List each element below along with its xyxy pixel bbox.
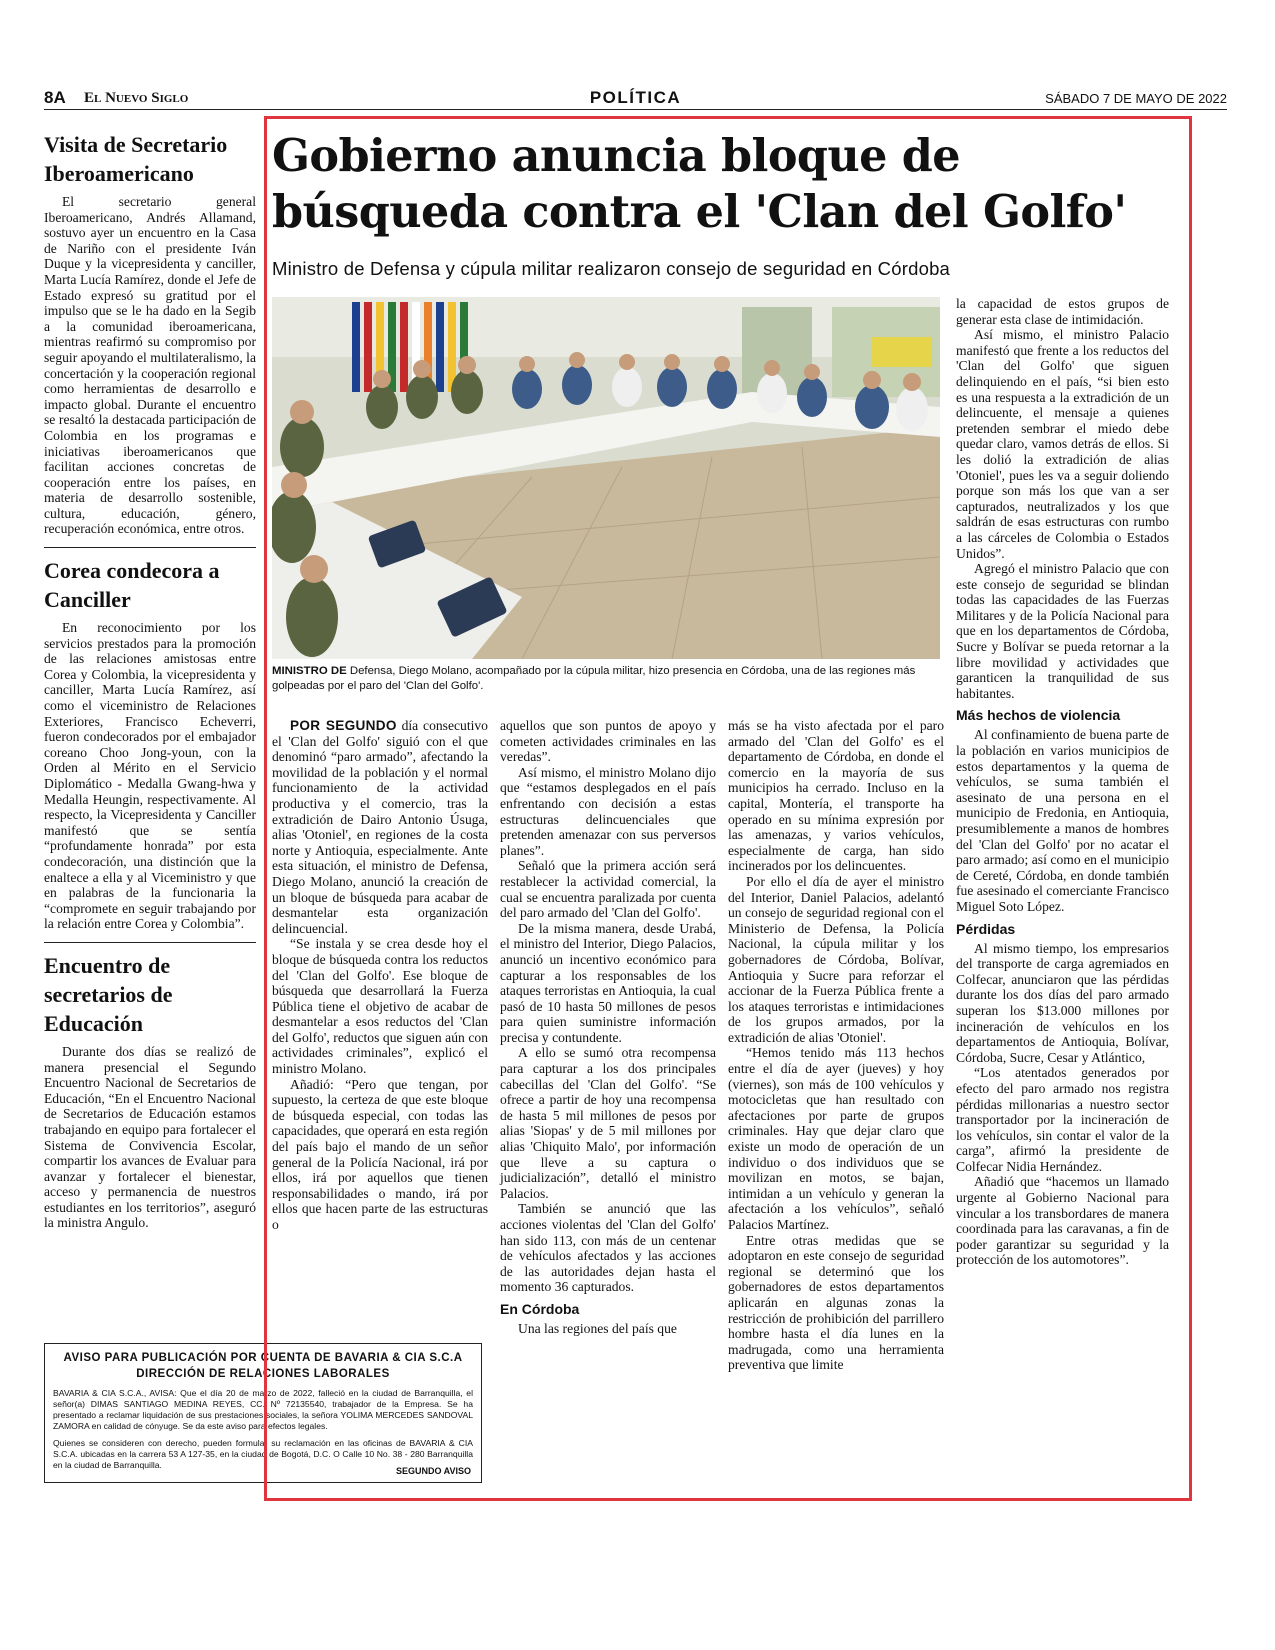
article-paragraph: También se anunció que las acciones violentas del 'Clan del Golfo' han sido 113, con más de un centenar de vehículos afectados y las acciones de las autoridades dejan hasta el momento 36 capturados. [500, 1201, 716, 1295]
article-column-1 [272, 718, 488, 1233]
sidebar-briefs [44, 130, 256, 1249]
article-paragraph: Entre otras medidas que se adoptaron en este consejo de seguridad regional se determinó que los gobernadores de estos departamentos aplicarán en algunas zonas la restricción de prohibición del parrillero hombre hasta el día lunes en la madrugada, como una herramienta preventiva que limite [728, 1232, 944, 1373]
subheading-en-cordoba: En Córdoba [500, 1300, 580, 1317]
brief-item [44, 951, 256, 1241]
article-paragraph: Al mismo tiempo, los empresarios del transporte de carga agremiados en Colfecar, anunciaron que las pérdidas durante los dos días del paro armado superan los $13.000 millones por incineración de vehículos en los departamentos de Antioquia, Bolívar, Córdoba, Sucre, Cesar y Atlántico, [956, 940, 1169, 1065]
brief-body: El secretario general Iberoamericano, Andrés Allamand, sostuvo ayer un encuentro en la Casa de Nariño con el presidente Iván Duque y la vicepresidenta y canciller, Marta Lucía Ramírez, donde el Jefe de Estado expresó su gratitud por el impulso que se le ha dado en la Segib a la comunidad iberoamericana, mientras reafirmó su compromiso por seguir apoyando el multilateralismo, la concertación y la cooperación regional como herramientas de desarrollo e impacto global. Durante el encuentro se resaltó la destacada participación de Colombia en los programas e iniciativas iberoamericanos que facilitan acciones concretas de cooperación entre los países, en materia de desarrollo sostenible, cultura, educación, género, recuperación económica, entre otros. [44, 194, 256, 537]
notice-text-1: BAVARIA & CIA S.C.A., AVISA: Que el día 20 de marzo de 2022, falleció en la ciudad de Barranquilla, el señor(a) DIMAS SANTIAGO MEDINA REYES, CC. Nº 72135540, trabajador de la Empresa. Se ha presentado a reclamar liquidación de sus prestaciones sociales, la señora YOLIMA MERCEDES SANDOVAL ZAMORA en calidad de cónyuge. Se da este aviso para efectos legales. [53, 1388, 473, 1431]
article-paragraph: Al confinamiento de buena parte de la población en varios municipios de estos departamentos y la quema de vehículos, se suma también el asesinato de una persona en el municipio de Fredonia, en Antioquia, presumiblemente a manos de hombres del 'Clan del Golfo' por no acatar el paro armado; así como en el municipio de Cereté, Córdoba, en donde también fue asesinado el comerciante Francisco Miguel Soto López. [956, 727, 1169, 914]
newspaper-brand: El Nuevo Siglo [84, 90, 189, 106]
article-paragraph: Agregó el ministro Palacio que con este consejo de seguridad se blindan todas las capacidades de las Fuerzas Militares y de la Policía Nacional para que en los departamentos de Córdoba, Sucre y Bolívar se pueda retornar a la libre movilidad y actividades que garanticen la tranquilidad de sus habitantes. [956, 561, 1169, 701]
article-paragraph: Así mismo, el ministro Molano dijo que “estamos desplegados en el país enfrentando con decisión a estas estructuras delincuenciales que pretenden amenazar con sus perversos planes”. [500, 764, 716, 858]
article-kicker: POR SEGUNDO [290, 718, 397, 733]
article-paragraph: aquellos que son puntos de apoyo y cometen actividades criminales en las veredas”. [500, 718, 716, 765]
page-number: 8A [44, 88, 66, 107]
subheading-violencia: Más hechos de violencia [956, 707, 1121, 724]
article-paragraph: Por ello el día de ayer el ministro del Interior, Daniel Palacios, adelantó un consejo de seguridad regional con el Ministerio de Defensa, la Policía Nacional, la cúpula militar y los gobernadores de Córdoba, Bolívar, Antioquia y Sucre para reforzar el accionar de la Fuerza Pública frente a los ataques terroristas e intimidaciones de los grupos armados, por la extradición de alias 'Otoniel'. [728, 873, 944, 1045]
issue-date: SÁBADO 7 DE MAYO DE 2022 [1045, 91, 1227, 106]
brief-item [44, 556, 256, 943]
article-paragraph: la capacidad de estos grupos de generar esta clase de intimidación. [956, 296, 1169, 327]
article-column-3 [728, 718, 944, 1373]
article-headline: Gobierno anuncia bloque de búsqueda contra el 'Clan del Golfo' [272, 130, 1127, 238]
brief-body: En reconocimiento por los servicios prestados para la promoción de las relaciones amistosas entre Corea y Colombia, la vicepresidenta y canciller, Marta Lucía Ramírez, así como el viceministro de Relaciones Exteriores, Francisco Echeverri, fueron condecorados por el embajador coreano Choo Jong-youn, con la Orden al Mérito en el Servicio Diplomático - Medalla Gwang-hwa y Medalla Heungin, respectivamente. Al respecto, la Vicepresidenta y Canciller manifestó que se sentía “profundamente honrada” por esta condecoración, una distinción que la enaltece a ella y al Viceministro y que en palabras de la funcionaria la “compromete en seguir trabajando por la relación entre Corea y Colombia”. [44, 620, 256, 932]
article-paragraph: A ello se sumó otra recompensa para capturar a los dos principales cabecillas del 'Clan del Golfo'. “Se ofrece a partir de hoy una recompensa de hasta 5 mil millones de pesos por alias 'Siopas' y de 5 mil millones por alias 'Chiquito Malo', por información que lleve a su captura o judicialización”, detalló el ministro Palacios. [500, 1045, 716, 1201]
section-title: POLÍTICA [589, 88, 682, 107]
article-subheadline: Ministro de Defensa y cúpula militar realizaron consejo de seguridad en Córdoba [272, 258, 951, 279]
notice-text-2: Quienes se consideren con derecho, pueden formular su reclamación en las oficinas de BAVARIA & CIA S.C.A. ubicadas en la carrera 53 A 127-35, en la ciudad de Bogotá, D.C. O Calle 10 No. 38 - 280 Barranquilla en la ciudad de Barranquilla. [53, 1438, 473, 1470]
caption-text: Defensa, Diego Molano, acompañado por la cúpula militar, hizo presencia en Córdoba, una de las regiones más golpeadas por el paro del 'Clan del Golfo'. [272, 665, 916, 692]
article-paragraph: Así mismo, el ministro Palacio manifestó que frente a los reductos del 'Clan del Golfo' que siguen delinquiendo en el país, “si bien esto es una respuesta a la extradición de un delincuente, el mensaje a quienes pretenden sembrar el miedo debe quedar claro, vamos detrás de ellos. Si les dolió la extradición de alias 'Otoniel', pues les va a seguir doliendo porque son más los que van a ser capturados, neutralizados y los que saldrán de esas estructuras con rumbo a las cárceles de Colombia o Estados Unidos”. [956, 327, 1169, 561]
notice-line-2: DIRECCIÓN DE RELACIONES LABORALES [136, 1368, 390, 1380]
meeting-photo [272, 297, 940, 659]
photo-caption [272, 664, 940, 694]
brief-item [44, 130, 256, 548]
masthead [44, 88, 1227, 110]
article-paragraph: “Hemos tenido más 113 hechos entre el día de ayer (jueves) y hoy (viernes), son más de 100 vehículos y motocicletas que han resultado con afectaciones por parte de grupos criminales. Hay que dejar claro que existe un modo de operación de un individuo o dos individuos que se movilizan en motos, se bajan, intimidan a un vehículo y generan la afectación a los vehículos”, señaló Palacios Martínez. [728, 1045, 944, 1232]
article-paragraph: Añadió que “hacemos un llamado urgente al Gobierno Nacional para vincular a los transbordares de manera coordinada para las caravanas, a fin de poder garantizar su seguridad y la protección de los automotores”. [956, 1174, 1169, 1268]
article-paragraph: “Los atentados generados por efecto del paro armado nos registra pérdidas millonarias a nuestro sector transportador por la incineración de los vehículos, sin contar el valor de la carga”, afirmó la presidente de Colfecar Nidia Hernández. [956, 1065, 1169, 1174]
notice-signature: SEGUNDO AVISO [395, 1466, 471, 1476]
brief-title: Corea condecora a Canciller [44, 558, 220, 613]
brief-body: Durante dos días se realizó de manera presencial el Segundo Encuentro Nacional de Secretarios de Educación, “En el Encuentro Nacional de Secretarios de Educación estamos trabajando en equipo para fortalecer el Sistema de Convivencia Escolar, compartir los avances de Evaluar para avanzar y fortalecer el bienestar, acceso y permanencia de nuestros estudiantes en los territorios”, aseguró la ministra Angulo. [44, 1043, 256, 1231]
brief-title: Visita de Secretario Iberoamericano [44, 132, 228, 186]
notice-line-1: AVISO PARA PUBLICACIÓN POR CUENTA DE BAVARIA & CIA S.C.A [63, 1352, 463, 1364]
article-paragraph: Añadió: “Pero que tengan, por supuesto, la certeza de que este bloque de búsqueda especial, con todas las capacidades, que operará en esta región del país bajo el mando de un señor general de la Policía Nacional, irá por ellos, irá por aquellos que tienen responsabilidades o mando, irá por ellos que hacen parte de las estructuras o [272, 1076, 488, 1232]
article-paragraph: De la misma manera, desde Urabá, el ministro del Interior, Diego Palacios, anunció un incentivo económico para capturar a los responsables de los ataques terroristas en Antioquia, la cual pasó de 10 hasta 50 millones de pesos para quien suministre información precisa y contundente. [500, 920, 716, 1045]
article-column-2 [500, 718, 716, 1337]
brief-title: Encuentro de secretarios de Educación [44, 952, 173, 1036]
article-paragraph: más se ha visto afectada por el paro armado del 'Clan del Golfo' es el departamento de Córdoba, en donde el comercio en la mayoría de sus municipios ha cerrado. Incluso en la capital, Montería, el transporte ha operado en su mínima expresión por las amenazas, y varios vehículos, especialmente de carga, han sido incinerados por los delincuentes. [728, 718, 944, 874]
article-paragraph [272, 718, 488, 936]
article-paragraph: “Se instala y se crea desde hoy el bloque de búsqueda contra los reductos del 'Clan del Golfo'. Ese bloque de búsqueda que desarrollará la Fuerza Pública tiene el objetivo de acabar de desmantelar a esos reductos del 'Clan del Golfo', reductos que siguen aún con actividades criminales”, explicó el ministro Molano. [272, 936, 488, 1077]
subheading-perdidas: Pérdidas [956, 920, 1016, 937]
paragraph-text: día consecutivo el 'Clan del Golfo' siguió con el que denominó “paro armado”, afectando la movilidad de la población y el normal funcionamiento de la actividad productiva y el comercio, tras la extradición de Dairo Antonio Úsuga, alias 'Otoniel', en regiones de la costa norte y Antioquia, especialmente. Ante esta situación, el ministro de Defensa, Diego Molano, anunció la creación de un bloque de búsqueda para acabar de desmantelar esta organización delincuencial. [272, 718, 488, 936]
article-paragraph: Una las regiones del país que [518, 1320, 677, 1336]
article-paragraph: Señaló que la primera acción será restablecer la actividad comercial, la cual se encuentra paralizada por cuenta del paro armado del 'Clan del Golfo'. [500, 858, 716, 921]
article-column-4 [956, 296, 1169, 1268]
caption-lead: MINISTRO DE [272, 665, 347, 677]
